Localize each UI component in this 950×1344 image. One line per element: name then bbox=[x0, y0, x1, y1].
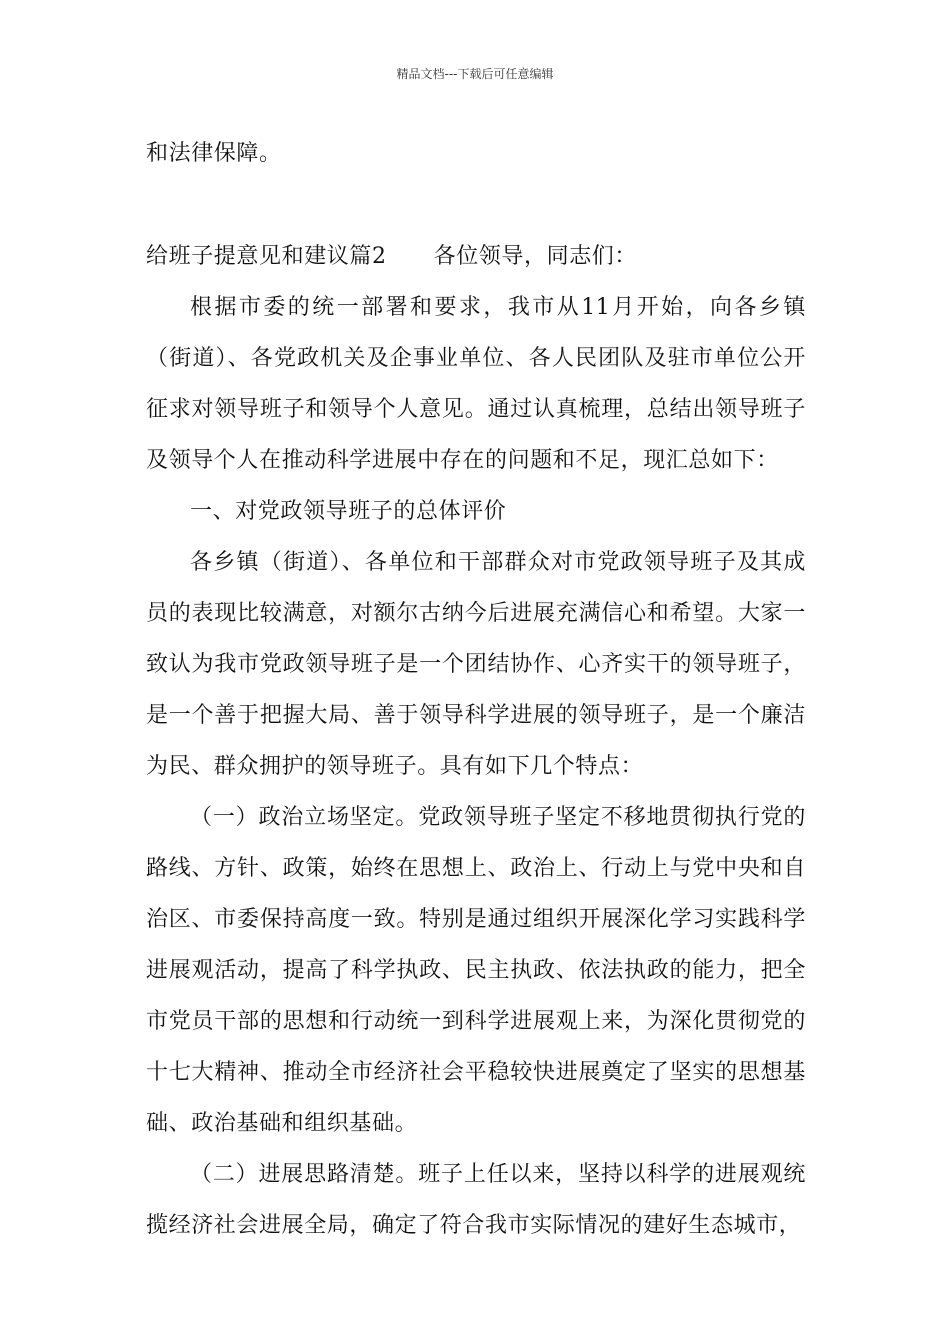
paragraph-intro: 根据市委的统一部署和要求，我市从11月开始，向各乡镇（街道）、各党政机关及企事业单位、各人民团队及驻市单位公开征求对领导班子和领导个人意见。通过认真梳理，总结出领导班子及领导个人在推动科学进展中存在的问题和不足，现汇总如下： bbox=[146, 295, 806, 473]
paragraph-continuation: 和法律保障。 bbox=[146, 141, 282, 166]
paragraph-development-ideas: （二）进展思路清楚。班子上任以来，坚持以科学的进展观统揽经济社会进展全局，确定了符合我市实际情况的建好生态城市， bbox=[146, 1162, 806, 1238]
paragraph-political-stance: （一）政治立场坚定。党政领导班子坚定不移地贯彻执行党的路线、方针、政策，始终在思想上、政治上、行动上与党中央和自治区、市委保持高度一致。特别是通过组织开展深化学习实践科学进展观活动，提高了科学执政、民主执政、依法执政的能力，把全市党员干部的思想和行动统一到科学进展观上来，为深化贯彻党的十七大精神、推动全市经济社会平稳较快进展奠定了坚实的思想基础、政治基础和组织基础。 bbox=[146, 805, 806, 1136]
document-body bbox=[146, 128, 806, 1251]
paragraph-evaluation: 各乡镇（街道）、各单位和干部群众对市党政领导班子及其成员的表现比较满意，对额尔古纳今后进展充满信心和希望。大家一致认为我市党政领导班子是一个团结协作、心齐实干的领导班子，是一个善于把握大局、善于领导科学进展的领导班子，是一个廉洁为民、群众拥护的领导班子。具有如下几个特点： bbox=[146, 550, 806, 779]
heading-overall-evaluation: 一、对党政领导班子的总体评价 bbox=[190, 499, 507, 524]
page-header-note: 精品文档---下载后可任意编辑 bbox=[396, 67, 554, 81]
greeting: 各位领导，同志们： bbox=[433, 244, 638, 269]
section-title-line bbox=[146, 231, 806, 282]
section-title: 给班子提意见和建议篇2 bbox=[146, 244, 387, 269]
